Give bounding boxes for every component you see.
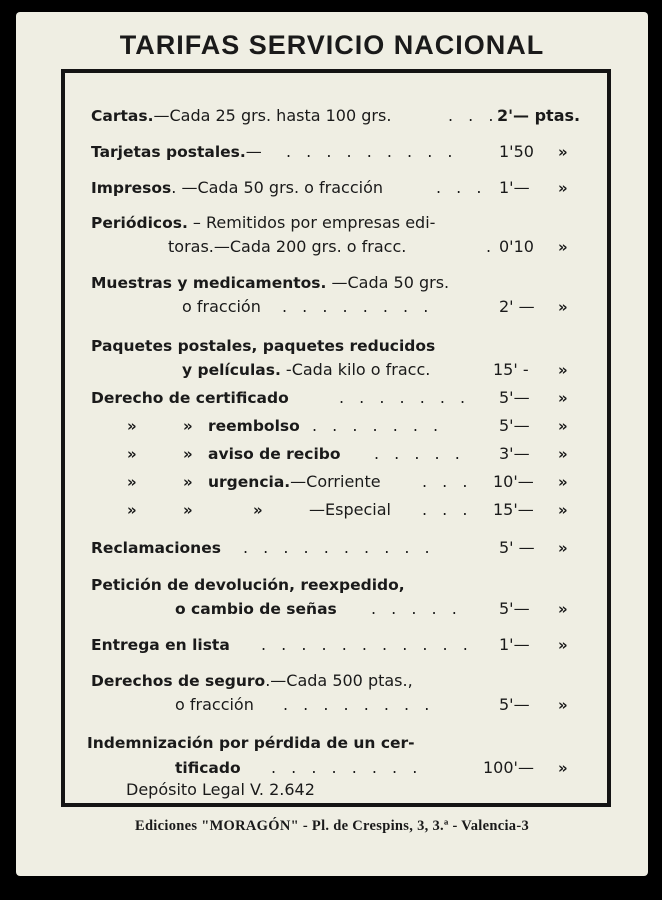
- publisher-footer: Ediciones "MORAGÓN" - Pl. de Crespins, 3, 3.ª - Valencia-3: [134, 818, 530, 834]
- row-certificado-price: 5'—: [499, 388, 530, 407]
- row-paquetes-line1-text: Paquetes postales, paquetes reducidos: [91, 337, 436, 355]
- row-seguro-desc1: .—Cada 500 ptas.,: [265, 671, 413, 690]
- row-muestras-line2: [182, 296, 434, 318]
- row-aviso-mark: »: [558, 445, 568, 463]
- row-paquetes-label2: y películas.: [182, 361, 281, 379]
- row-seguro-price: 5'—: [499, 695, 530, 714]
- row-certificado-mark: »: [558, 389, 568, 407]
- row-especial-price: 15'—: [493, 500, 534, 519]
- row-reclamaciones-mark: »: [558, 539, 568, 557]
- row-aviso: [208, 443, 465, 465]
- row-impresos-price: 1'—: [499, 178, 530, 197]
- row-impresos-mark: »: [558, 179, 568, 197]
- row-urgencia-dots: . . .: [422, 472, 473, 491]
- row-indemnizacion-line1: [87, 732, 415, 754]
- row-tarjetas-price: 1'50: [499, 142, 534, 161]
- row-reembolso-mark: »: [558, 417, 568, 435]
- row-seguro-label: Derechos de seguro: [91, 672, 266, 690]
- row-muestras-desc1: —Cada 50 grs.: [326, 273, 450, 292]
- row-urgencia-mark: »: [558, 473, 568, 491]
- row-cartas-dots: . . .: [448, 106, 499, 125]
- row-especial-ditto3: »: [253, 501, 263, 519]
- row-reclamaciones-label: Reclamaciones: [91, 539, 221, 557]
- row-periodicos-desc2: toras.—Cada 200 grs. o fracc.: [168, 237, 407, 256]
- row-tarjetas-label: Tarjetas postales.: [91, 143, 246, 161]
- row-lista: [91, 634, 473, 656]
- row-cartas-label: Cartas.: [91, 107, 154, 125]
- row-muestras-desc2: o fracción: [182, 297, 261, 316]
- row-paquetes-desc2: -Cada kilo o fracc.: [280, 360, 431, 379]
- row-indemnizacion-line1-text: Indemnización por pérdida de un cer-: [87, 734, 415, 752]
- row-devolucion-label2: o cambio de señas: [175, 600, 337, 618]
- row-aviso-label: aviso de recibo: [208, 445, 341, 463]
- row-devolucion-dots: . . . . .: [371, 599, 462, 618]
- row-periodicos-mark: »: [558, 238, 568, 256]
- row-indemnizacion-price: 100'—: [483, 758, 534, 777]
- row-reembolso-price: 5'—: [499, 416, 530, 435]
- row-aviso-dots: . . . . .: [374, 444, 465, 463]
- row-certificado-label: Derecho de certificado: [91, 389, 289, 407]
- row-indemnizacion-mark: »: [558, 759, 568, 777]
- row-muestras-mark: »: [558, 298, 568, 316]
- row-tarjetas-desc: —: [245, 142, 262, 161]
- row-periodicos-price: 0'10: [499, 237, 534, 256]
- tariff-card: [16, 12, 648, 876]
- row-muestras-price: 2' —: [499, 297, 535, 316]
- row-reclamaciones-price: 5' —: [499, 538, 535, 557]
- row-especial-ditto2: »: [183, 501, 193, 519]
- deposito-legal: Depósito Legal V. 2.642: [126, 780, 315, 799]
- row-devolucion-line2: [175, 598, 462, 620]
- row-urgencia: [208, 471, 473, 493]
- row-devolucion-mark: »: [558, 600, 568, 618]
- row-aviso-ditto1: »: [127, 445, 137, 463]
- row-certificado-dots: . . . . . . .: [339, 388, 471, 407]
- row-lista-price: 1'—: [499, 635, 530, 654]
- row-especial-ditto1: »: [127, 501, 137, 519]
- row-paquetes-mark: »: [558, 361, 568, 379]
- row-muestras-line1: [91, 272, 449, 294]
- row-lista-dots: . . . . . . . . . . .: [261, 635, 473, 654]
- row-muestras-label: Muestras y medicamentos.: [91, 274, 327, 292]
- row-paquetes-line1: [91, 335, 435, 357]
- row-urgencia-label: urgencia.: [208, 473, 291, 491]
- row-aviso-ditto2: »: [183, 445, 193, 463]
- row-periodicos-label: Periódicos.: [91, 214, 188, 232]
- row-tarjetas: [91, 141, 458, 163]
- row-reclamaciones-dots: . . . . . . . . . .: [243, 538, 435, 557]
- row-urgencia-ditto2: »: [183, 473, 193, 491]
- row-lista-mark: »: [558, 636, 568, 654]
- row-paquetes-price: 15' -: [493, 360, 529, 379]
- row-urgencia-desc: —Corriente: [290, 472, 381, 491]
- row-tarjetas-dots: . . . . . . . . .: [286, 142, 458, 161]
- row-periodicos-line2: [168, 236, 497, 258]
- row-cartas: [91, 105, 499, 127]
- row-impresos-dots: . . .: [436, 178, 487, 197]
- row-seguro-line2: [175, 694, 435, 716]
- row-periodicos-dots: .: [486, 237, 497, 256]
- row-muestras-dots: . . . . . . . .: [282, 297, 434, 316]
- row-impresos: [91, 177, 487, 199]
- row-cartas-desc: —Cada 25 grs. hasta 100 grs.: [153, 106, 392, 125]
- row-tarjetas-mark: »: [558, 143, 568, 161]
- page-title: TARIFAS SERVICIO NACIONAL: [119, 30, 545, 60]
- row-indemnizacion-dots: . . . . . . . .: [271, 758, 423, 777]
- row-especial-dots: . . .: [422, 500, 473, 519]
- row-urgencia-ditto1: »: [127, 473, 137, 491]
- row-urgencia-price: 10'—: [493, 472, 534, 491]
- row-indemnizacion-line2: [175, 757, 423, 779]
- row-impresos-desc: . —Cada 50 grs. o fracción: [171, 178, 384, 197]
- row-especial-desc: —Especial: [309, 500, 391, 519]
- row-paquetes-line2: [182, 359, 430, 381]
- row-indemnizacion-label2: tificado: [175, 759, 241, 777]
- row-seguro-mark: »: [558, 696, 568, 714]
- row-seguro-line1: [91, 670, 413, 692]
- row-certificado: [91, 387, 471, 409]
- row-impresos-label: Impresos: [91, 179, 172, 197]
- row-periodicos-desc1: – Remitidos por empresas edi-: [187, 213, 436, 232]
- row-reembolso-ditto1: »: [127, 417, 137, 435]
- row-reembolso-ditto2: »: [183, 417, 193, 435]
- row-reclamaciones: [91, 537, 435, 559]
- tariff-frame: [61, 69, 611, 807]
- row-seguro-desc2: o fracción: [175, 695, 254, 714]
- row-seguro-dots: . . . . . . . .: [283, 695, 435, 714]
- row-especial: [309, 499, 473, 521]
- row-reembolso-dots: . . . . . . .: [312, 416, 444, 435]
- row-reembolso-label: reembolso: [208, 417, 300, 435]
- row-especial-mark: »: [558, 501, 568, 519]
- row-aviso-price: 3'—: [499, 444, 530, 463]
- row-lista-label: Entrega en lista: [91, 636, 230, 654]
- row-devolucion-line1-text: Petición de devolución, reexpedido,: [91, 576, 405, 594]
- row-devolucion-price: 5'—: [499, 599, 530, 618]
- row-periodicos-line1: [91, 212, 435, 234]
- row-cartas-price: 2'— ptas.: [497, 106, 581, 125]
- row-reembolso: [208, 415, 444, 437]
- row-devolucion-line1: [91, 574, 405, 596]
